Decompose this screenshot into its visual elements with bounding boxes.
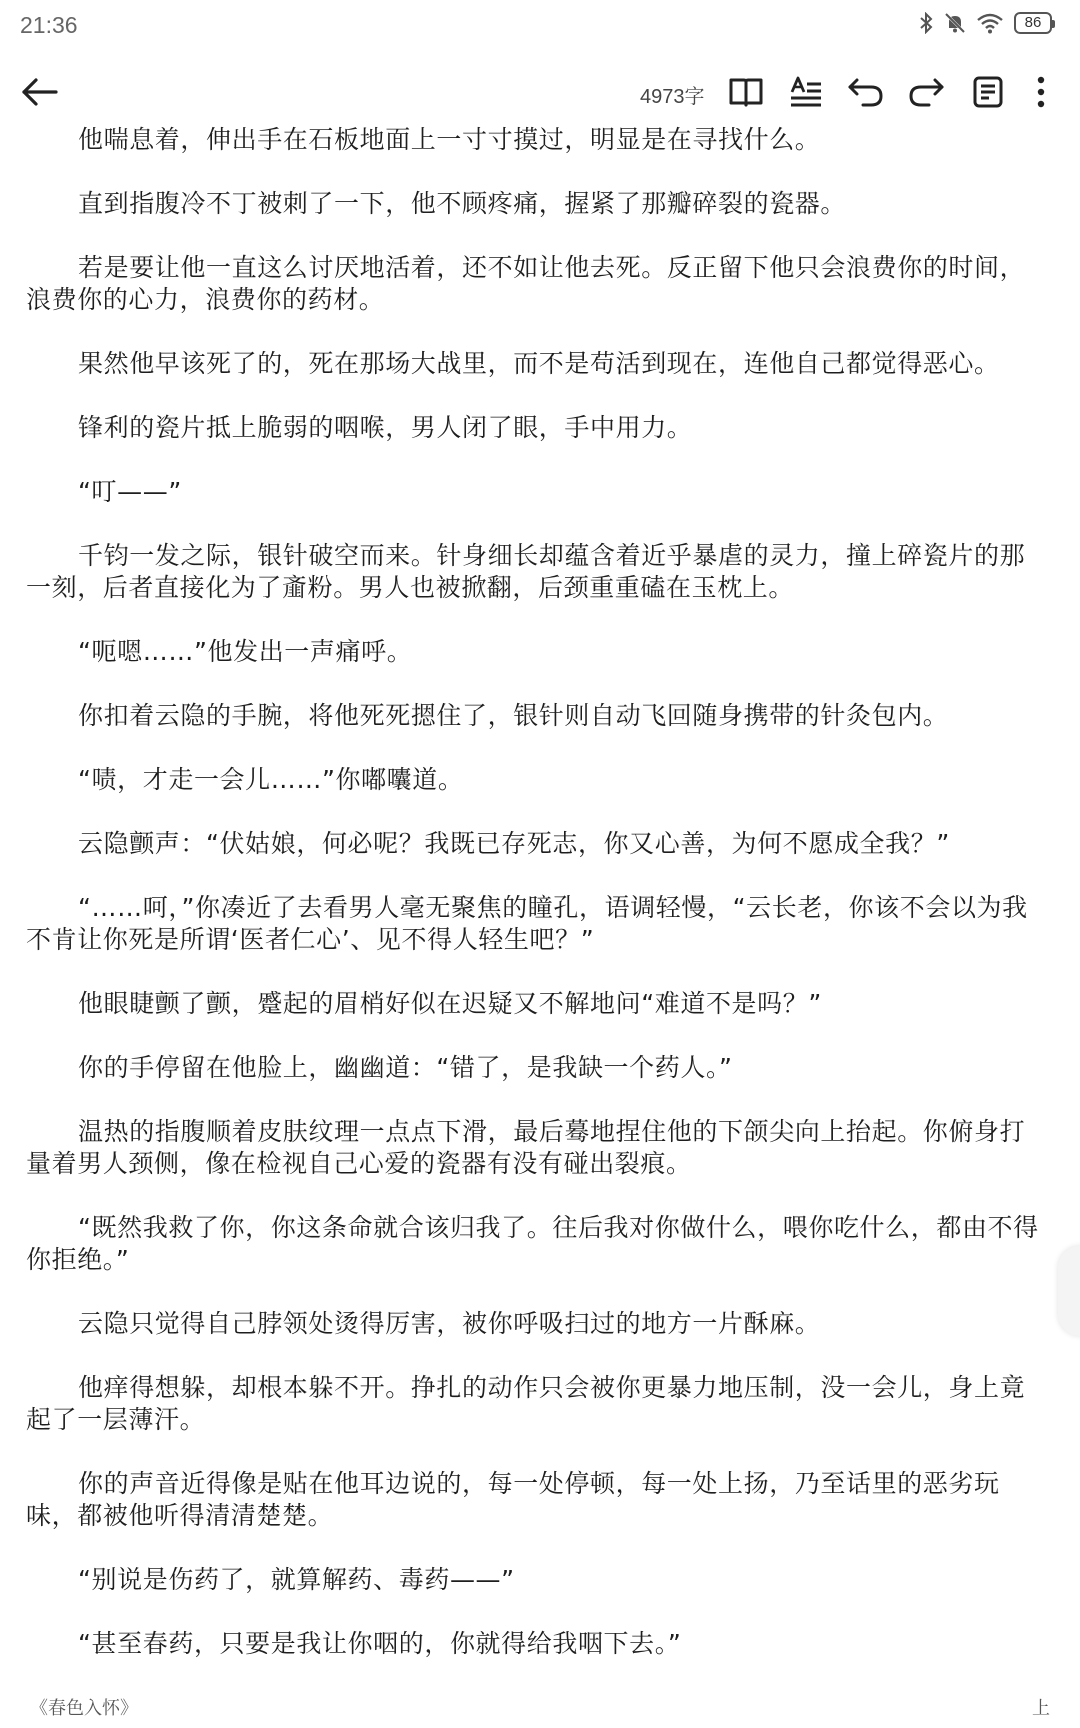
text-paragraph: 千钧一发之际，银针破空而来。针身细长却蕴含着近乎暴虐的灵力，撞上碎瓷片的那一刻，后者直接化为了齑粉。男人也被掀翻，后颈重重磕在玉枕上。 [26,541,1026,602]
floating-side-handle[interactable] [1058,1246,1080,1336]
undo-button[interactable] [844,70,888,114]
status-time: 21:36 [20,12,78,38]
text-paragraph: 直到指腹冷不丁被刺了一下，他不顾疼痛，握紧了那瓣碎裂的瓷器。 [78,189,847,218]
text-paragraph: 锋利的瓷片抵上脆弱的咽喉，男人闭了眼，手中用力。 [78,413,693,442]
back-arrow-icon [18,72,62,112]
back-button[interactable] [18,72,62,112]
reader-toolbar [0,62,1080,122]
text-paragraph: 你的声音近得像是贴在他耳边说的，每一处停顿，每一处上扬，乃至话里的恶劣玩味，都被他听得清清楚楚。 [26,1469,1000,1530]
undo-icon [847,76,885,108]
book-view-button[interactable] [724,70,768,114]
text-paragraph: “叮——” [78,477,182,506]
reader-footer [0,1690,1080,1728]
text-paragraph: 你扣着云隐的手腕，将他死死摁住了，银针则自动飞回随身携带的针灸包内。 [78,701,949,730]
text-paragraph: 他眼睫颤了颤，蹙起的眉梢好似在迟疑又不解地问“难道不是吗？” [78,989,822,1018]
status-icons [918,12,1052,34]
text-paragraph: 果然他早该死了的，死在那场大战里，而不是苟活到现在，连他自己都觉得恶心。 [78,349,1000,378]
text-paragraph: “啧，才走一会儿……”你嘟囔道。 [78,765,464,794]
text-format-icon [788,76,824,108]
text-paragraph: 他喘息着，伸出手在石板地面上一寸寸摸过，明显是在寻找什么。 [78,125,821,154]
more-button[interactable] [1026,70,1056,114]
status-bar [0,0,1080,56]
bluetooth-icon [918,12,934,34]
text-paragraph: 你的手停留在他脸上，幽幽道：“错了，是我缺一个药人。” [78,1053,733,1082]
text-paragraph: “呃嗯……”他发出一声痛呼。 [78,637,413,666]
text-paragraph: 若是要让他一直这么讨厌地活着，还不如让他去死。反正留下他只会浪费你的时间，浪费你的心力，浪费你的药材。 [26,253,1026,314]
notes-button[interactable] [966,70,1010,114]
text-format-button[interactable] [784,70,828,114]
reader-content[interactable] [26,124,1046,1692]
notes-icon [972,75,1004,109]
text-paragraph: 温热的指腹顺着皮肤纹理一点点下滑，最后蓦地捏住他的下颌尖向上抬起。你俯身打量着男人颈侧，像在检视自己心爱的瓷器有没有碰出裂痕。 [26,1117,1026,1178]
text-paragraph: “别说是伤药了，就算解药、毒药——” [78,1565,515,1594]
more-icon [1036,75,1046,109]
text-paragraph: “既然我救了你，你这条命就合该归我了。往后我对你做什么，喂你吃什么，都由不得你拒绝。” [26,1213,1039,1274]
chapter-label: 上 [1032,1698,1050,1719]
text-paragraph: “甚至春药，只要是我让你咽的，你就得给我咽下去。” [78,1629,682,1658]
book-title: 《春色入怀》 [30,1698,138,1719]
text-paragraph: 云隐只觉得自己脖领处烫得厉害，被你呼吸扫过的地方一片酥麻。 [78,1309,821,1338]
battery-icon: 86 [1014,12,1052,34]
mute-icon [944,12,966,34]
word-count: 4973字 [640,86,705,108]
book-icon [728,76,764,108]
text-paragraph: 他痒得想躲，却根本躲不开。挣扎的动作只会被你更暴力地压制，没一会儿，身上竟起了一层薄汗。 [26,1373,1026,1434]
redo-icon [907,76,945,108]
text-paragraph: 云隐颤声：“伏姑娘，何必呢？我既已存死志，你又心善，为何不愿成全我？” [78,829,950,858]
redo-button[interactable] [904,70,948,114]
wifi-icon [976,12,1004,34]
text-paragraph: “……呵，”你凑近了去看男人毫无聚焦的瞳孔，语调轻慢，“云长老，你该不会以为我不肯让你死是所谓‘医者仁心’、见不得人轻生吧？” [26,893,1028,954]
